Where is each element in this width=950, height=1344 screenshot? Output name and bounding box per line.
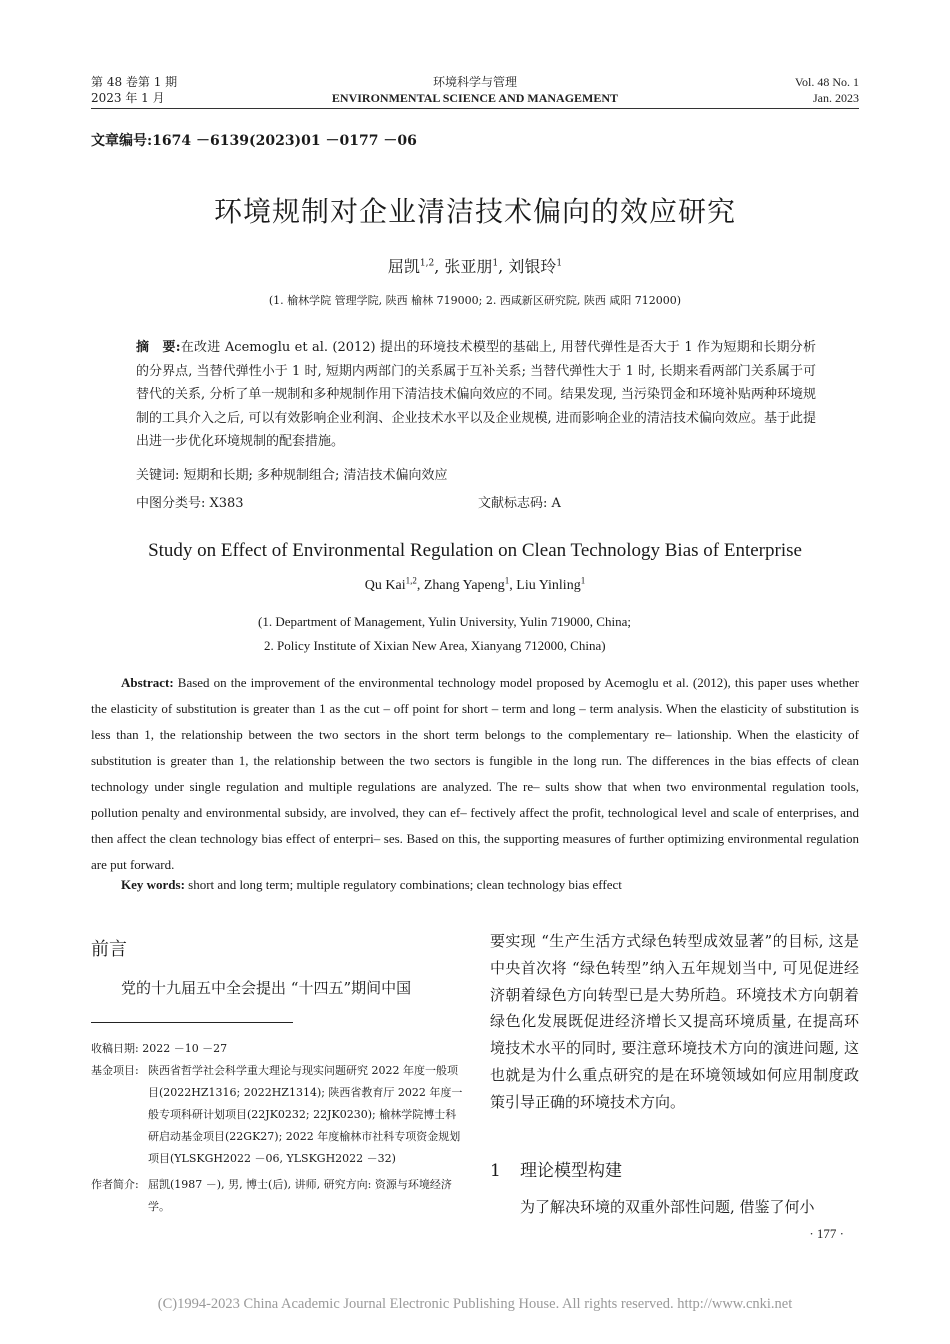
author-2-zh: , 张亚朋 [434, 257, 493, 276]
keywords-en-text: short and long term; multiple regulatory combinations; clean technology bias effect [184, 877, 622, 892]
footnote-author-text: 屈凯(1987 －), 男, 博士(后), 讲师, 研究方向: 资源与环境经济学。 [148, 1178, 452, 1213]
affiliation-en-1: (1. Department of Management, Yulin University, Yulin 719000, China; [258, 614, 631, 629]
footnote-author-label: 作者简介: [91, 1178, 139, 1191]
classification-code: 中图分类号: X383 [136, 496, 244, 511]
section-1-number: 1 [490, 1161, 501, 1181]
keywords-en-label: Key words: [121, 877, 185, 892]
section-heading-preface: 前言 [91, 939, 127, 960]
header-date-zh: 2023 年 1 月 [91, 91, 165, 105]
footnote-funding-label: 基金项目: [91, 1064, 139, 1077]
document-code: 文献标志码: A [478, 496, 561, 511]
copyright-watermark: (C)1994-2023 China Academic Journal Electronic Publishing House. All rights reserved. http://www.cnki.net [157, 1296, 793, 1312]
footnote-funding-text: 陕西省哲学社会科学重大理论与现实问题研究 2022 年度一般项目(2022HZ1316; 2022HZ1314); 陕西省教育厅 2022 年度一般专项科研计划项目(22JK0232; 22JK0230); 榆林学院博士科研启动基金项目(22GK27); 2022 年度榆林市社科专项资金规划项目(YLSKGH2022 －06, YLSKGH2022 －32) [148, 1064, 463, 1165]
abstract-zh-label: 摘 要: [136, 340, 181, 355]
author-3-en: , Liu Yinling [509, 578, 581, 593]
page-number: · 177 · [809, 1226, 844, 1241]
footnote-rule [91, 1022, 293, 1023]
author-3-en-affil: 1 [580, 575, 586, 586]
footnote-received: 收稿日期: 2022 －10 －27 [91, 1042, 228, 1055]
body-paragraph-left: 党的十九届五中全会提出 “十四五”期间中国 [121, 979, 412, 997]
header-issue-en [795, 74, 859, 106]
abstract-en-label: Abstract: [121, 675, 174, 690]
author-2-en: , Zhang Yapeng [416, 578, 505, 593]
authors-en [0, 575, 950, 594]
header-volume-zh: 第 48 卷第 1 期 [91, 75, 178, 89]
affiliation-en-2: 2. Policy Institute of Xixian New Area, Xianyang 712000, China) [264, 638, 606, 653]
abstract-zh-text: 在改进 Acemoglu et al. (2012) 提出的环境技术模型的基础上, 用替代弹性是否大于 1 作为短期和长期分析的分界点, 当替代弹性小于 1 时, 短期内两部门的关系属于互补关系; 当替代弹性大于 1 时, 长期来看两部门关系属于可替代的关系, 分析了单一规制和多种规制作用下清洁技术偏向效应的不同。结果发现, 当污染罚金和环境补贴两种环境规制的工具介入之后, 可以有效影响企业利润、企业技术水平以及企业规模, 进而影响企业的清洁技术偏向效应。基于此提出进一步优化环境规制的配套措施。 [136, 340, 816, 449]
header-issue-zh [91, 74, 177, 106]
author-1-en: Qu Kai [364, 578, 406, 593]
authors-zh [0, 254, 950, 277]
keywords-zh: 关键词: 短期和长期; 多种规制组合; 清洁技术偏向效应 [136, 468, 448, 483]
header-date-en: Jan. 2023 [813, 91, 859, 105]
header-rule [91, 108, 859, 109]
title-zh: 环境规制对企业清洁技术偏向的效应研究 [213, 195, 736, 228]
author-3-zh: , 刘银玲 [498, 257, 557, 276]
header-journal-zh: 环境科学与管理 [432, 75, 517, 89]
author-1-zh: 屈凯 [387, 257, 420, 276]
body-paragraph-right-2: 为了解决环境的双重外部性问题, 借鉴了何小 [520, 1198, 815, 1216]
author-3-zh-affil: 1 [556, 258, 563, 269]
title-en: Study on Effect of Environmental Regulation on Clean Technology Bias of Enterprise [148, 540, 802, 561]
abstract-zh [136, 336, 816, 454]
header-volume-en: Vol. 48 No. 1 [794, 75, 859, 89]
header-journal [300, 74, 650, 106]
author-2-en-affil: 1 [504, 575, 510, 586]
body-paragraph-right: 要实现 “生产生活方式绿色转型成效显著”的目标, 这是中央首次将 “绿色转型”纳入五年规划当中, 可见促进经济朝着绿色方向转型已是大势所趋。环境技术方向朝着绿色化发展既促进经济增长又提高环境质量, 在提高环境技术水平的同时, 要注意环境技术方向的演进问题, 这也就是为什么重点研究的是在环境领域如何应用制度政策引导正确的环境技术方向。 [490, 932, 859, 1111]
section-heading-1 [490, 1156, 622, 1181]
article-number: 文章编号:1674 －6139(2023)01 －0177 －06 [91, 133, 417, 149]
author-2-zh-affil: 1 [492, 258, 499, 269]
section-1-title: 理论模型构建 [520, 1161, 622, 1181]
footnote-funding [91, 1060, 463, 1170]
author-1-en-affil: 1,2 [405, 575, 417, 586]
abstract-en [91, 670, 859, 878]
keywords-en [121, 877, 622, 893]
abstract-en-text: Based on the improvement of the environmental technology model proposed by Acemoglu et al. (2012), this paper uses whether the elasticity of substitution is greater than 1 as the cut – off point for short – term and long – term analysis. When the elasticity of substitution is less than 1, the relationship between the two sectors in the short term belongs to the complementary re– lationship. When the elasticity of substitution is greater than 1, the relationship between the two sectors is fungible in the long run. The differences in the bias effects of clean technology under single regulation and multiple regulations are analyzed. The re– sults show that when two environmental regulation tools, pollution penalty and environmental subsidy, are involved, they can ef– fectively affect the profit, technological level and scale of enterprises, and then affect the clean technology bias effect of enterpri– ses. Based on this, the supporting measures of further optimizing environmental regulation are put forward. [91, 675, 859, 872]
header-journal-en: ENVIRONMENTAL SCIENCE AND MANAGEMENT [331, 91, 619, 105]
affiliation-zh: (1. 榆林学院 管理学院, 陕西 榆林 719000; 2. 西咸新区研究院, 陕西 咸阳 712000) [268, 294, 682, 307]
footnote-author-bio [91, 1174, 463, 1218]
author-1-zh-affil: 1,2 [419, 258, 435, 269]
